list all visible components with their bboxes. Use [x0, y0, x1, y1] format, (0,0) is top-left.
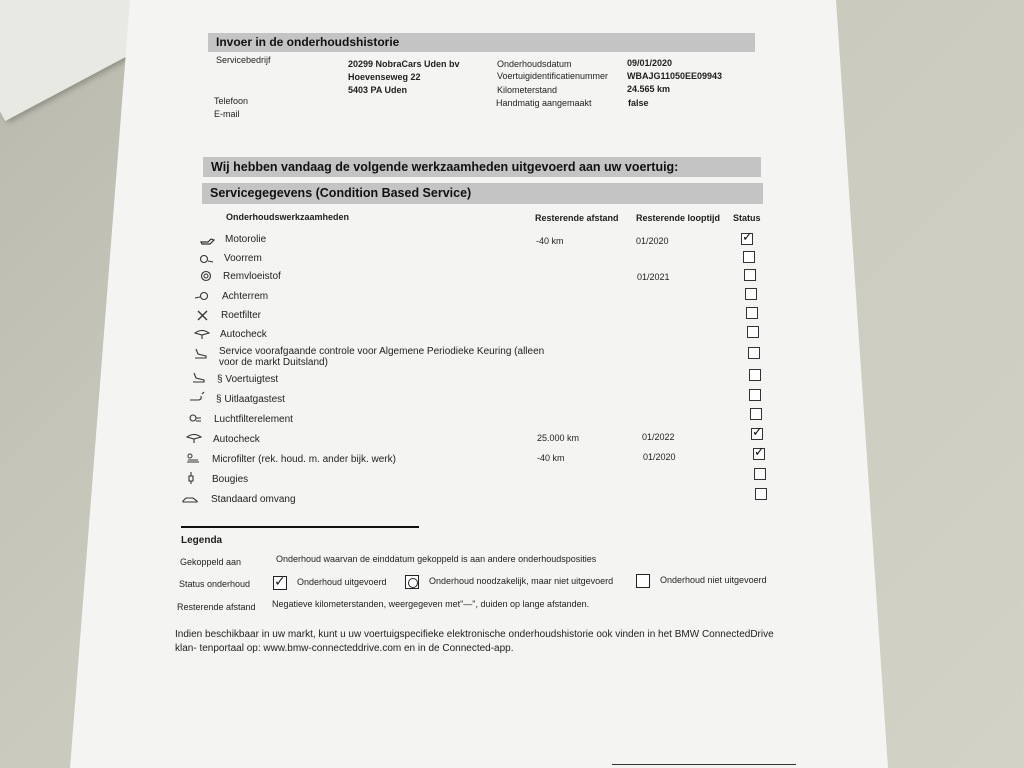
oil-can-icon	[199, 234, 215, 246]
field-value-date: 09/01/2020	[627, 58, 673, 68]
status-checkbox	[755, 488, 767, 500]
legend-divider	[181, 526, 419, 528]
row-label: Roetfilter	[221, 310, 262, 321]
status-checkbox	[748, 347, 760, 359]
row-label-continued: voor de markt Duitsland)	[219, 357, 328, 368]
row-label: § Voertuigtest	[217, 374, 279, 385]
row-label: Autocheck	[220, 329, 267, 340]
row-label: Voorrem	[224, 253, 262, 264]
bottom-line	[612, 764, 796, 765]
rear-brake-icon	[194, 288, 210, 300]
soot-filter-icon	[195, 308, 211, 320]
legend-status-label: Status onderhoud	[179, 579, 251, 589]
row-time: 01/2021	[637, 272, 670, 282]
field-label-vin: Voertuigidentificatienummer	[497, 71, 609, 81]
status-checkbox	[749, 369, 761, 381]
status-checkbox	[741, 229, 753, 245]
field-label-mileage: Kilometerstand	[497, 85, 558, 95]
air-filter-icon	[187, 411, 203, 423]
brake-fluid-icon	[198, 269, 214, 281]
service-title: Servicegegevens (Condition Based Service)	[210, 186, 472, 200]
column-header-time: Resterende looptijd	[636, 213, 721, 223]
field-value-manual: false	[628, 98, 649, 108]
legend-coupled-label: Gekoppeld aan	[180, 557, 242, 567]
status-checkbox	[754, 468, 766, 480]
status-checkbox	[749, 389, 761, 401]
micro-filter-icon	[185, 451, 201, 463]
vehicle-check-icon	[194, 327, 210, 339]
phone-label: Telefoon	[214, 96, 249, 106]
dealer-name: 20299 NobraCars Uden bv	[348, 59, 460, 69]
email-label: E-mail	[214, 109, 240, 119]
field-value-mileage: 24.565 km	[627, 84, 671, 94]
footer-note: Indien beschikbaar in uw markt, kunt u uw voertuigspecifieke elektronische onderhoudshistorie ook vinden in het BMW ConnectedDrive klan- tenportaal op: www.bmw-connecteddrive.com en in de Connected-app.	[175, 629, 774, 654]
field-label-manual: Handmatig aangemaakt	[496, 98, 592, 108]
circle-icon	[408, 578, 418, 588]
inspection-icon	[193, 347, 209, 359]
legend-done-box	[273, 573, 287, 590]
status-checkbox	[745, 288, 757, 300]
row-label: Remvloeistof	[223, 271, 281, 282]
service-title-bar	[202, 183, 763, 204]
row-label: § Uitlaatgastest	[216, 394, 285, 405]
row-label: Microfilter (rek. houd. m. ander bijk. werk)	[212, 454, 396, 465]
row-time: 01/2020	[636, 236, 669, 246]
legend-coupled-text: Onderhoud waarvan de einddatum gekoppeld is aan andere onderhoudsposities	[276, 554, 597, 564]
dealer-street: Hoevenseweg 22	[348, 72, 421, 82]
row-label: Bougies	[212, 474, 249, 485]
row-label: Autocheck	[213, 434, 260, 445]
column-header-distance: Resterende afstand	[535, 213, 619, 223]
row-time: 01/2022	[642, 432, 675, 442]
field-label-date: Onderhoudsdatum	[497, 59, 572, 69]
row-label: Service voorafgaande controle voor Algemene Periodieke Keuring (alleen	[219, 346, 545, 357]
field-value-vin: WBAJG11050EE09943	[627, 71, 723, 81]
status-checkbox	[751, 424, 763, 440]
status-checkbox	[750, 408, 762, 420]
row-label: Motorolie	[225, 234, 267, 245]
legend-not-done-box	[636, 574, 650, 588]
section-title: Wij hebben vandaag de volgende werkzaamheden uitgevoerd aan uw voertuig:	[211, 160, 679, 174]
status-checkbox	[746, 307, 758, 319]
dealer-city: 5403 PA Uden	[348, 85, 408, 95]
legend-needed-text: Onderhoud noodzakelijk, maar niet uitgevoerd	[429, 576, 614, 586]
spark-plug-icon	[183, 471, 199, 483]
check-icon: ✓	[274, 573, 286, 589]
row-distance: -40 km	[537, 453, 565, 463]
row-label: Standaard omvang	[211, 494, 296, 505]
check-icon: ✓	[754, 444, 765, 459]
row-label: Achterrem	[222, 291, 269, 302]
status-checkbox	[747, 326, 759, 338]
legend-distance-label: Resterende afstand	[177, 602, 256, 612]
header-bar	[208, 33, 755, 52]
front-brake-icon	[198, 251, 214, 263]
section-title-bar	[203, 157, 761, 177]
legend-needed-box	[405, 575, 419, 589]
emission-test-icon	[189, 390, 205, 402]
status-checkbox	[753, 444, 765, 460]
status-checkbox	[744, 269, 756, 281]
vehicle-test-icon	[191, 371, 207, 383]
legend-not-done-text: Onderhoud niet uitgevoerd	[660, 575, 767, 585]
legend-distance-text: Negatieve kilometerstanden, weergegeven met"—", duiden op lange afstanden.	[272, 599, 590, 609]
row-time: 01/2020	[643, 452, 676, 462]
status-checkbox	[743, 251, 755, 263]
check-icon: ✓	[742, 229, 753, 244]
legend-title: Legenda	[181, 535, 223, 546]
row-label: Luchtfilterelement	[214, 414, 293, 425]
service-company-label: Servicebedrijf	[216, 55, 271, 65]
check-icon: ✓	[752, 424, 763, 439]
legend-done-text: Onderhoud uitgevoerd	[297, 577, 387, 587]
header-title: Invoer in de onderhoudshistorie	[216, 35, 400, 49]
row-distance: -40 km	[536, 236, 564, 246]
column-header-task: Onderhoudswerkzaamheden	[226, 212, 350, 222]
car-icon	[182, 492, 198, 504]
vehicle-check-icon	[186, 431, 202, 443]
column-header-status: Status	[733, 213, 761, 223]
row-distance: 25.000 km	[537, 433, 580, 443]
